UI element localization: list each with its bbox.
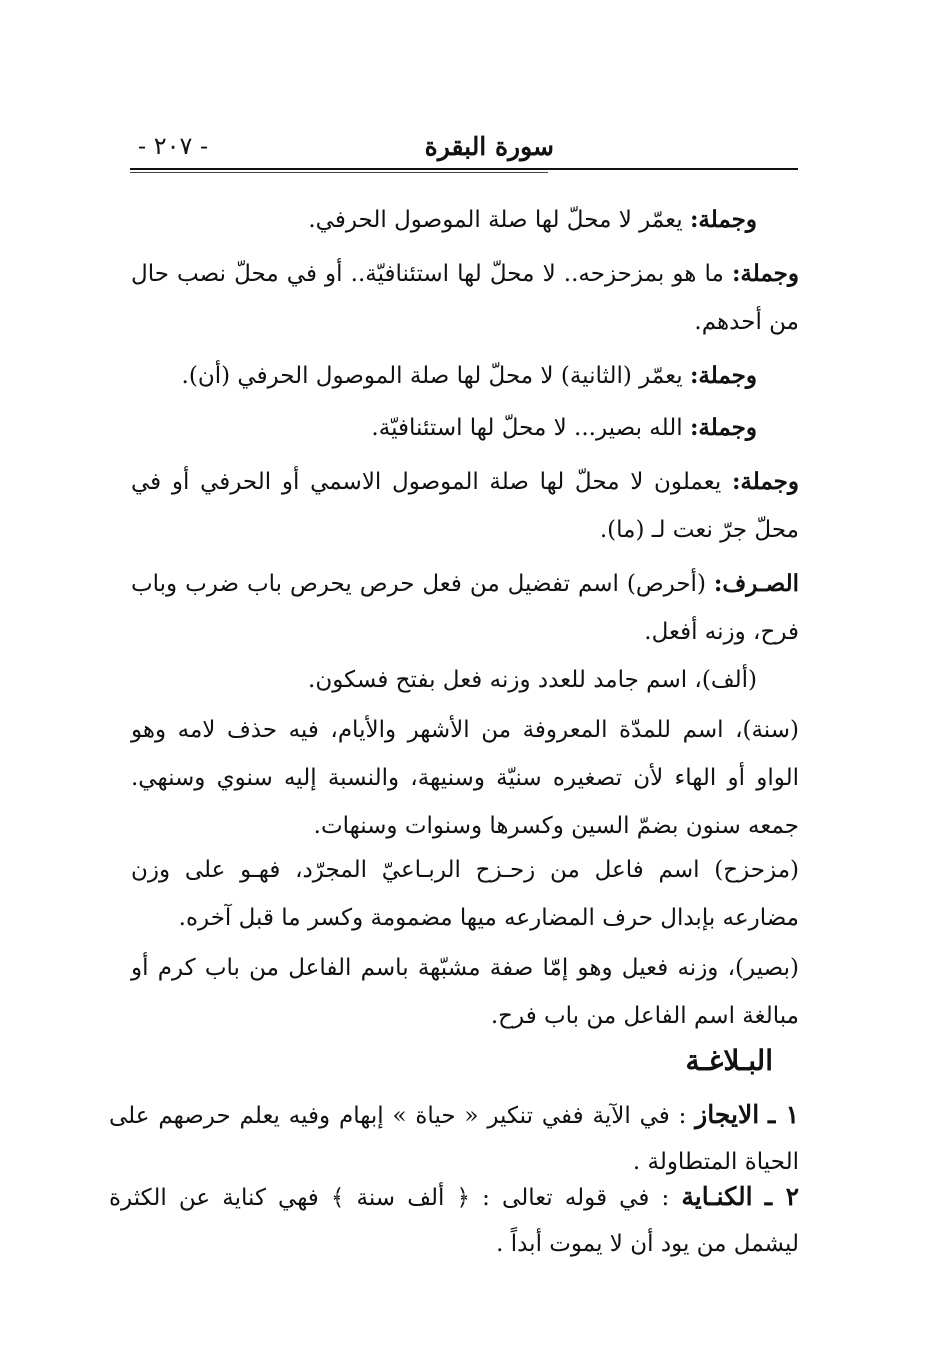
- page-number: - ٢٠٧ -: [138, 132, 209, 160]
- header-rule: [130, 168, 798, 170]
- sarf-paragraph: (سنة)، اسم للمدّة المعروفة من الأشهر والأيام، فيه حذف لامه وهو الواو أو الهاء لأن تصغيره سنيّة وسنيهة، والنسبة إليه سنوي وسنهي. جمعه سنون بضمّ السين وكسرها وسنوات وسنهات.: [131, 717, 799, 839]
- syntax-line: [157, 352, 757, 400]
- syntax-text: يعملون لا محلّ لها صلة الموصول الاسمي أو الحرفي أو في محلّ جرّ نعت لـ (ما).: [131, 469, 799, 543]
- syntax-lead: وجملة:: [689, 362, 757, 389]
- syntax-line: [157, 404, 757, 452]
- balagha-item-term: الايجاز: [695, 1100, 760, 1129]
- page-header: [130, 124, 798, 170]
- balagha-heading: البـلاغـة: [685, 1044, 773, 1077]
- sarf-label: الصـرف:: [713, 570, 799, 597]
- syntax-text: الله بصير... لا محلّ لها استئنافيّة.: [371, 415, 690, 441]
- syntax-text: يعمّر لا محلّ لها صلة الموصول الحرفي.: [308, 207, 690, 233]
- balagha-item-number: ١ ـ: [768, 1100, 800, 1129]
- syntax-line: [131, 458, 799, 554]
- sarf-intro: [131, 560, 799, 656]
- syntax-lead: وجملة:: [731, 260, 799, 287]
- sarf-paragraph: (مزحزح) اسم فاعل من زحـزح الربـاعيّ المجرّد، فهـو على وزن مضارعه بإبدال حرف المضارعه ميها مضمومة وكسر ما قبل آخره.: [131, 857, 799, 931]
- sarf-paragraph: (بصير)، وزنه فعيل وهو إمّا صفة مشبّهة باسم الفاعل من باب كرم أو مبالغة اسم الفاعل من باب فرح.: [131, 955, 799, 1029]
- syntax-lead: وجملة:: [689, 206, 757, 233]
- sarf-intro-text: (أحرص) اسم تفضيل من فعل حرص يحرص باب ضرب وباب فرح، وزنه أفعل.: [131, 571, 799, 645]
- balagha-item: [109, 1092, 799, 1185]
- syntax-text: ما هو بمزحزحه.. لا محلّ لها استئنافيّة.. أو في محلّ نصب حال من أحدهم.: [131, 261, 799, 335]
- syntax-lead: وجملة:: [689, 414, 757, 441]
- surah-title: سورة البقرة: [424, 132, 554, 161]
- syntax-line: [131, 250, 799, 346]
- balagha-item-term: الكنـاية: [681, 1182, 753, 1211]
- syntax-text: يعمّر (الثانية) لا محلّ لها صلة الموصول الحرفي (أن).: [181, 363, 690, 389]
- syntax-lead: وجملة:: [731, 468, 799, 495]
- sarf-paragraph: (ألف)، اسم جامد للعدد وزنه فعل بفتح فسكون.: [308, 667, 757, 693]
- balagha-item-text: : في قوله تعالى : ﴿ ألف سنة ﴾ فهي كناية عن الكثرة ليشمل من يود أن لا يموت أبداً .: [109, 1185, 799, 1257]
- balagha-item-text: : في الآية ففي تنكير « حياة » إبهام وفيه يعلم حرصهم على الحياة المتطاولة .: [109, 1103, 799, 1175]
- balagha-item: [109, 1174, 799, 1267]
- syntax-line: [157, 196, 757, 244]
- balagha-item-number: ٢ ـ: [764, 1182, 800, 1211]
- header-rule-thin: [130, 172, 548, 173]
